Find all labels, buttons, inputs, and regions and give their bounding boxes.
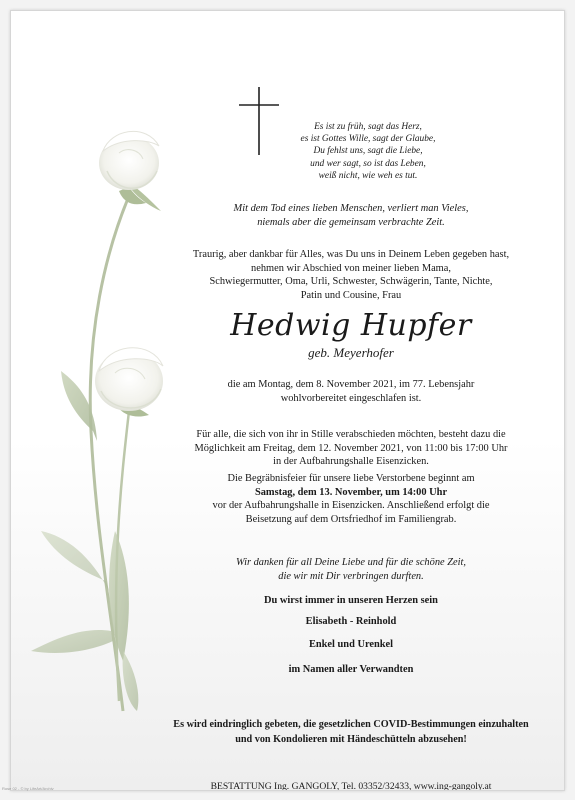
farewell-line: in der Aufbahrungshalle Eisenzicken.: [273, 456, 429, 467]
poem-line: Du fehlst uns, sagt die Liebe,: [313, 146, 423, 157]
quote-line: Mit dem Tod eines lieben Menschen, verliert man Vieles,: [233, 203, 469, 214]
funeral-info: [141, 472, 561, 526]
deceased-name: Hedwig Hupfer: [230, 308, 472, 343]
heart-line: Du wirst immer in unseren Herzen sein: [264, 595, 438, 606]
covid-line: Es wird eindringlich gebeten, die gesetzlichen COVID-Bestimmungen einzuhalten: [173, 719, 529, 730]
funeral-home-footer: BESTATTUNG Ing. GANGOLY, Tel. 03352/32433, www.ing-gangoly.at: [210, 781, 492, 791]
thanks-line: die wir mit Dir verbringen durften.: [278, 570, 424, 582]
funeral-line: Beisetzung auf dem Ortsfriedhof im Familiengrab.: [245, 513, 457, 525]
funeral-date: Samstag, dem 13. November, um 14:00 Uhr: [254, 486, 448, 498]
memorial-quote: [141, 202, 561, 229]
covid-line: und von Kondolieren mit Händeschütteln abzusehen!: [235, 734, 467, 745]
poem-line: weiß nicht, wie weh es tut.: [318, 170, 418, 181]
family-names: Elisabeth - Reinhold: [305, 616, 397, 627]
poem-line: und wer sagt, so ist das Leben,: [310, 158, 426, 169]
cross-icon: [239, 87, 279, 155]
intro-line: Schwiegermutter, Oma, Urli, Schwester, Schwägerin, Tante, Nichte,: [209, 276, 493, 287]
family-relatives: im Namen aller Verwandten: [288, 664, 414, 675]
thanks-line: Wir danken für all Deine Liebe und für die schöne Zeit,: [235, 557, 466, 568]
poem-line: Es ist zu früh, sagt das Herz,: [314, 122, 422, 132]
quote-line: niemals aber die gemeinsam verbrachte Zeit.: [257, 216, 445, 228]
intro-line: nehmen wir Abschied von meiner lieben Mama,: [251, 262, 451, 274]
death-notice: [141, 378, 561, 405]
birth-name: geb. Meyerhofer: [308, 345, 394, 360]
intro-line: Patin und Cousine, Frau: [300, 289, 402, 301]
farewell-line: Für alle, die sich von ihr in Stille verabschieden möchten, besteht dazu die: [196, 429, 506, 440]
top-rose: [99, 131, 159, 190]
death-line: wohlvorbereitet eingeschlafen ist.: [280, 392, 422, 404]
funeral-line: vor der Aufbahrungshalle in Eisenzicken. Anschließend erfolgt die: [212, 500, 490, 511]
intro-line: Traurig, aber dankbar für Alles, was Du uns in Deinem Leben gegeben hast,: [192, 249, 510, 260]
funeral-line: Die Begräbnisfeier für unsere liebe Verstorbene beginnt am: [227, 473, 475, 484]
covid-notice: [141, 717, 561, 747]
image-credit: Rose 02 - © by LifeArt/Archiv: [2, 786, 54, 791]
family-grandchildren: Enkel und Urenkel: [308, 639, 394, 650]
death-line: die am Montag, dem 8. November 2021, im 77. Lebensjahr: [227, 379, 475, 390]
announcement-intro: [141, 248, 561, 302]
poem-line: es ist Gottes Wille, sagt der Glaube,: [300, 134, 436, 145]
farewell-info: [141, 428, 561, 469]
poem: [283, 121, 453, 182]
obituary-sheet: [10, 10, 565, 791]
thanks-text: [141, 556, 561, 583]
farewell-line: Möglichkeit am Freitag, dem 12. November 2021, von 11:00 bis 17:00 Uhr: [194, 442, 508, 454]
